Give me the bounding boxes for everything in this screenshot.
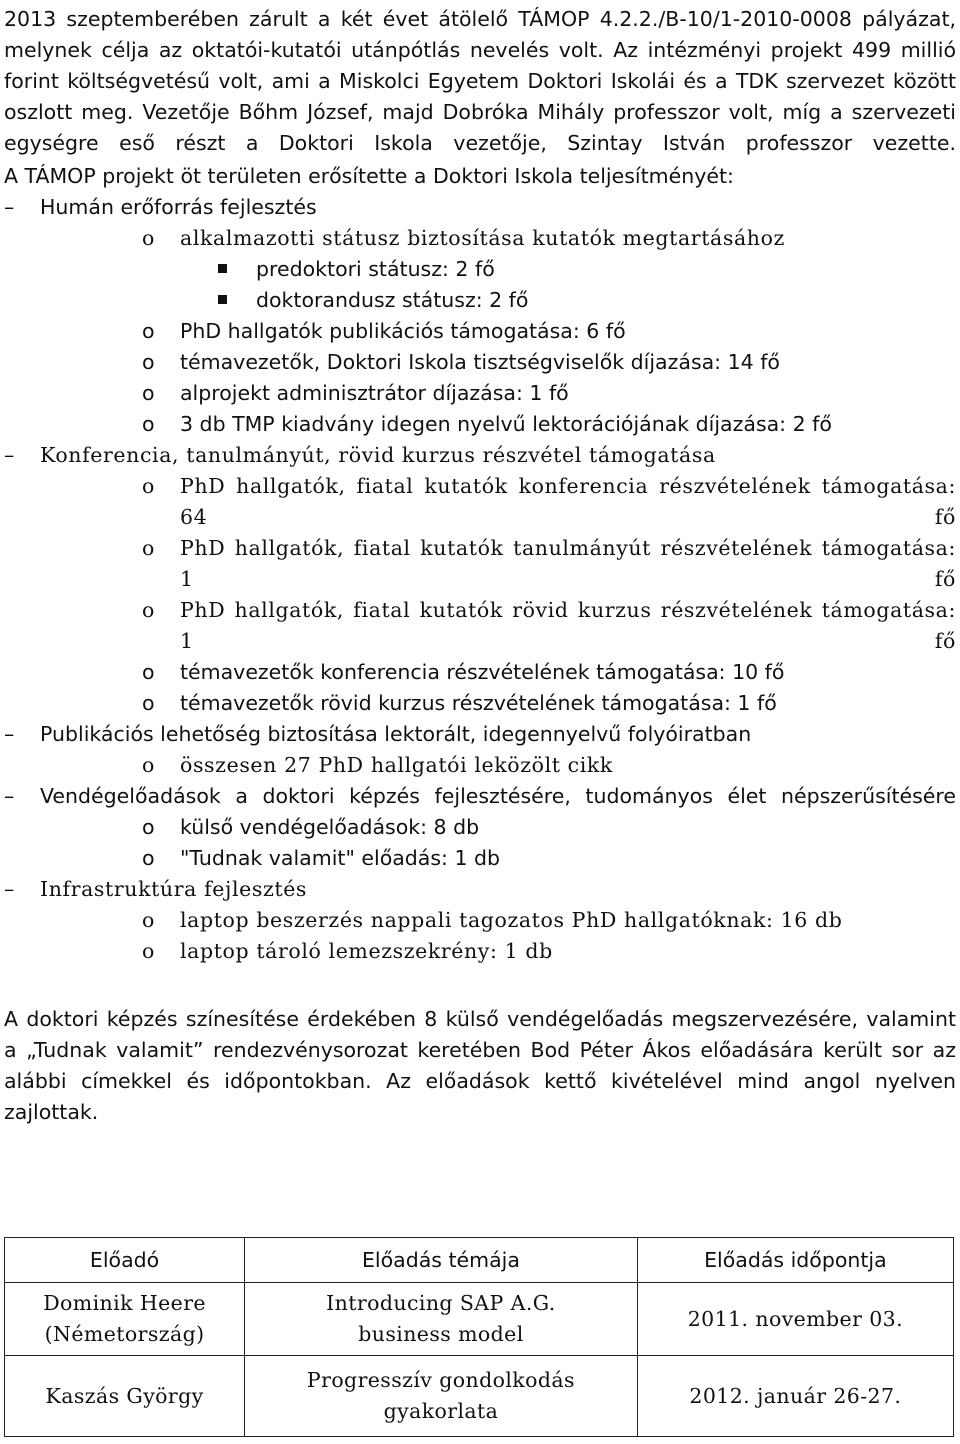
area-item: PhD hallgatók, fiatal kutatók tanulmányút részvételének támogatása: 1 fő — [180, 536, 956, 591]
dash-bullet: – — [4, 722, 15, 746]
square-bullet-icon — [218, 264, 227, 273]
area-title: Publikációs lehetőség biztosítása lektorált, idegennyelvű folyóiratban — [40, 722, 752, 746]
dash-bullet: – — [4, 443, 15, 467]
area-item: témavezetők rövid kurzus részvételének támogatása: 1 fő — [180, 691, 777, 715]
area-item: "Tudnak valamit" előadás: 1 db — [180, 846, 501, 870]
area-item: PhD hallgatók publikációs támogatása: 6 fő — [180, 319, 626, 343]
area-item: összesen 27 PhD hallgatói leközölt cikk — [180, 753, 613, 777]
area-human-resources — [4, 192, 956, 440]
table-row — [5, 1283, 954, 1356]
header-topic: Előadás témája — [245, 1238, 638, 1283]
speaker-country: (Németország) — [44, 1322, 205, 1346]
circle-bullet: o — [142, 412, 155, 436]
circle-bullet: o — [142, 350, 155, 374]
circle-bullet: o — [142, 908, 155, 932]
cell-topic — [245, 1283, 638, 1356]
area-item: 3 db TMP kiadvány idegen nyelvű lektorációjának díjazása: 2 fő — [180, 412, 832, 436]
circle-bullet: o — [142, 319, 155, 343]
cell-speaker — [5, 1283, 245, 1356]
area-title: Infrastruktúra fejlesztés — [40, 877, 308, 901]
header-speaker: Előadó — [5, 1238, 245, 1283]
area-item: témavezetők konferencia részvételének támogatása: 10 fő — [180, 660, 785, 684]
area-item: laptop beszerzés nappali tagozatos PhD hallgatóknak: 16 db — [180, 908, 843, 932]
topic-line: gyakorlata — [383, 1399, 499, 1423]
area-item: alprojekt adminisztrátor díjazása: 1 fő — [180, 381, 569, 405]
area-item: témavezetők, Doktori Iskola tisztségviselők díjazása: 14 fő — [180, 350, 780, 374]
area-title: Humán erőforrás fejlesztés — [40, 195, 317, 219]
header-date: Előadás időpontja — [637, 1238, 953, 1283]
speaker-name: Dominik Heere — [43, 1291, 206, 1315]
cell-speaker — [5, 1356, 245, 1437]
cell-topic — [245, 1356, 638, 1437]
area-conference-support — [4, 440, 956, 719]
circle-bullet: o — [142, 815, 155, 839]
area-item: alkalmazotti státusz biztosítása kutatók megtartásához — [180, 226, 785, 250]
area-publication — [4, 719, 956, 781]
circle-bullet: o — [142, 691, 155, 715]
sub-item: predoktori státusz: 2 fő — [256, 257, 495, 281]
topic-line: Progresszív gondolkodás — [306, 1368, 575, 1392]
lead-sentence: A TÁMOP projekt öt területen erősítette a Doktori Iskola teljesítményét: — [4, 164, 734, 188]
table-header-row — [5, 1238, 954, 1283]
circle-bullet: o — [142, 753, 155, 777]
cell-date: 2012. január 26-27. — [637, 1356, 953, 1437]
area-item: laptop tároló lemezszekrény: 1 db — [180, 939, 553, 963]
square-bullet-icon — [218, 295, 227, 304]
area-item: PhD hallgatók, fiatal kutatók rövid kurzus részvételének támogatása: 1 fő — [180, 598, 956, 653]
topic-line: Introducing SAP A.G. — [326, 1291, 556, 1315]
area-infrastructure — [4, 874, 956, 967]
sub-item: doktorandusz státusz: 2 fő — [256, 288, 529, 312]
dash-bullet: – — [4, 784, 15, 808]
circle-bullet: o — [142, 939, 155, 963]
circle-bullet: o — [142, 474, 155, 498]
circle-bullet: o — [142, 660, 155, 684]
dash-bullet: – — [4, 877, 15, 901]
area-title: Vendégelőadások a doktori képzés fejlesztésére, tudományos élet népszerűsítésére — [40, 784, 956, 808]
circle-bullet: o — [142, 226, 155, 250]
speaker-name: Kaszás György — [45, 1383, 204, 1408]
cell-date: 2011. november 03. — [637, 1283, 953, 1356]
intro-paragraph: 2013 szeptemberében zárult a két évet átölelő TÁMOP 4.2.2./B-10/1-2010-0008 pályázat, melynek célja az oktatói-kutatói utánpótlás nevelés volt. Az intézményi projekt 499 millió forint költségvetésű volt, ami a Miskolci Egyetem Doktori Iskolái és a TDK szervezet között oszlott meg. Vezetője Bőhm József, majd Dobróka Mihály professzor volt, míg a szervezeti egységre eső részt a Doktori Iskola vezetője, Szintay István professzor vezette. — [4, 7, 956, 155]
table-row — [5, 1356, 954, 1437]
circle-bullet: o — [142, 598, 155, 622]
dash-bullet: – — [4, 195, 15, 219]
area-item: PhD hallgatók, fiatal kutatók konferencia részvételének támogatása: 64 fő — [180, 474, 956, 529]
area-item: külső vendégelőadások: 8 db — [180, 815, 480, 839]
circle-bullet: o — [142, 536, 155, 560]
document — [4, 0, 956, 1128]
area-title: Konferencia, tanulmányút, rövid kurzus részvétel támogatása — [40, 443, 716, 467]
topic-line: business model — [358, 1322, 524, 1346]
circle-bullet: o — [142, 846, 155, 870]
closing-paragraph: A doktori képzés színesítése érdekében 8 külső vendégelőadás megszervezésére, valamint a „Tudnak valamit” rendezvénysorozat keretében Bod Péter Ákos előadására került sor az alábbi címekkel és időpontokban. Az előadások kettő kivételével mind angol nyelven zajlottak. — [4, 1007, 956, 1124]
lectures-table — [4, 1237, 954, 1437]
area-guest-lectures — [4, 781, 956, 874]
circle-bullet: o — [142, 381, 155, 405]
